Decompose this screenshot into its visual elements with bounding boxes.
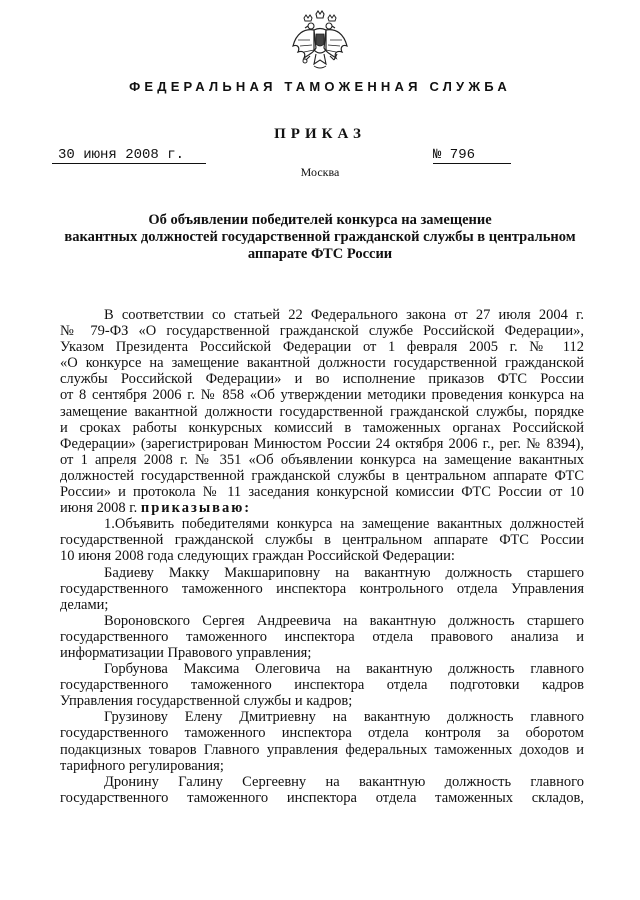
text-line-content: 1.Объявить победителями конкурса на замещение вакантных должностей (104, 516, 584, 533)
text-line-content: от 1 апреля 2008 г. № 351 «Об объявлении конкурса на замещение вакантных (60, 451, 584, 468)
text-line-content: «О конкурсе на замещение вакантной должности государственной гражданской (60, 355, 584, 372)
text-line-content: Указом Президента Российской Федерации от 1 февраля 2005 г. № 112 (60, 339, 584, 356)
text-line (60, 420, 584, 436)
text-line-content: Федерации» (зарегистрирован Минюстом России 24 октября 2006 г., рег. № 8394), (60, 435, 584, 452)
order-date: 30 июня 2008 г. (52, 147, 206, 164)
text-line-content: подакцизных товаров Главного управления федеральных таможенных доходов и (60, 741, 584, 758)
text-line (60, 355, 584, 371)
paragraph (60, 307, 584, 516)
text-line (60, 742, 584, 758)
text-line (60, 532, 584, 548)
text-line (60, 500, 584, 516)
text-line (60, 387, 584, 403)
text-line (60, 468, 584, 484)
text-line-content: Управления государственной службы и кадров; (60, 693, 353, 710)
text-line (60, 613, 584, 629)
paragraph (60, 516, 584, 564)
text-line (60, 709, 584, 725)
text-line (60, 693, 584, 709)
text-line (60, 565, 584, 581)
text-line (60, 548, 584, 564)
text-line (60, 661, 584, 677)
text-line-content: государственного таможенного инспектора отдела правового анализа и (60, 628, 584, 645)
text-line-content: от 8 сентября 2006 г. № 858 «Об утверждении методики проведения конкурса на (60, 387, 584, 404)
text-line-content: Дронину Галину Сергеевну на вакантную должность главного (104, 773, 584, 790)
order-verb: приказываю: (140, 500, 252, 517)
text-line-content: государственного таможенного инспектора отдела подготовки кадров (60, 677, 584, 694)
paragraph (60, 774, 584, 806)
text-line (60, 307, 584, 323)
text-line (60, 758, 584, 774)
text-line (60, 581, 584, 597)
order-number: № 796 (433, 147, 511, 164)
text-line-content: № 79-ФЗ «О государственной гражданской службе Российской Федерации», (60, 323, 584, 340)
text-line-content: замещение вакантной должности государственной гражданской службы, порядке (60, 403, 584, 420)
title-line: аппарате ФТС России (247, 246, 393, 262)
document-body (60, 307, 584, 806)
paragraph (60, 565, 584, 613)
text-line-content: России» и протокола № 11 заседания конкурсной комиссии ФТС России от 10 (60, 484, 584, 501)
text-line-content: государственного таможенного инспектора отдела контроля за оборотом (60, 725, 584, 742)
text-line-content: Вороновского Сергея Андреевича на вакантную должность старшего (104, 612, 584, 629)
text-line-content: Горбунова Максима Олеговича на вакантную должность главного (104, 661, 584, 678)
text-line (60, 339, 584, 355)
text-line-content: государственной гражданской службы в центральном аппарате ФТС России (60, 532, 584, 549)
text-line (60, 725, 584, 741)
text-line-content: информатизации Правового управления; (60, 644, 312, 661)
text-line-content: делами; (60, 596, 109, 613)
text-line-content: и сроках работы конкурсных комиссий в таможенных органах Российской (60, 419, 584, 436)
text-line-content: Грузинову Елену Дмитриевну на вакантную должность главного (104, 709, 584, 726)
text-line (60, 371, 584, 387)
text-line (60, 436, 584, 452)
text-line (60, 790, 584, 806)
text-line-content: службы Российской Федерации» и во исполнение приказов ФТС России (60, 371, 584, 388)
text-line (60, 629, 584, 645)
text-line (60, 484, 584, 500)
city: Москва (300, 165, 340, 179)
text-line-content: государственного таможенного инспектора отдела таможенных складов, (60, 789, 584, 806)
text-line-content: Бадиеву Макку Макшариповну на вакантную должность старшего (104, 564, 584, 581)
title-line: Об объявлении победителей конкурса на замещение (148, 212, 492, 228)
text-line-content: государственного таможенного инспектора контрольного отдела Управления (60, 580, 584, 597)
text-line (60, 323, 584, 339)
paragraph (60, 709, 584, 773)
text-line-content: 10 июня 2008 года следующих граждан Российской Федерации: (60, 548, 455, 565)
text-line (60, 452, 584, 468)
text-line-content: В соответствии со статьей 22 Федерального закона от 27 июля 2004 г. (104, 307, 584, 323)
paragraph (60, 661, 584, 709)
agency-name: ФЕДЕРАЛЬНАЯ ТАМОЖЕННАЯ СЛУЖБА (129, 79, 511, 94)
text-line-content: должностей государственной гражданской службы в центральном аппарате ФТС (60, 467, 584, 484)
document-type: ПРИКАЗ (274, 126, 366, 142)
text-line (60, 516, 584, 532)
text-line (60, 597, 584, 613)
coat-of-arms-icon (290, 10, 350, 72)
text-line-content: тарифного регулирования; (60, 757, 224, 774)
text-line (60, 645, 584, 661)
title-line: вакантных должностей государственной гражданской службы в центральном (64, 229, 576, 245)
text-line (60, 774, 584, 790)
text-line (60, 677, 584, 693)
text-line-content: июня 2008 г. (60, 500, 138, 517)
paragraph (60, 613, 584, 661)
text-line (60, 404, 584, 420)
document-title (60, 212, 580, 263)
